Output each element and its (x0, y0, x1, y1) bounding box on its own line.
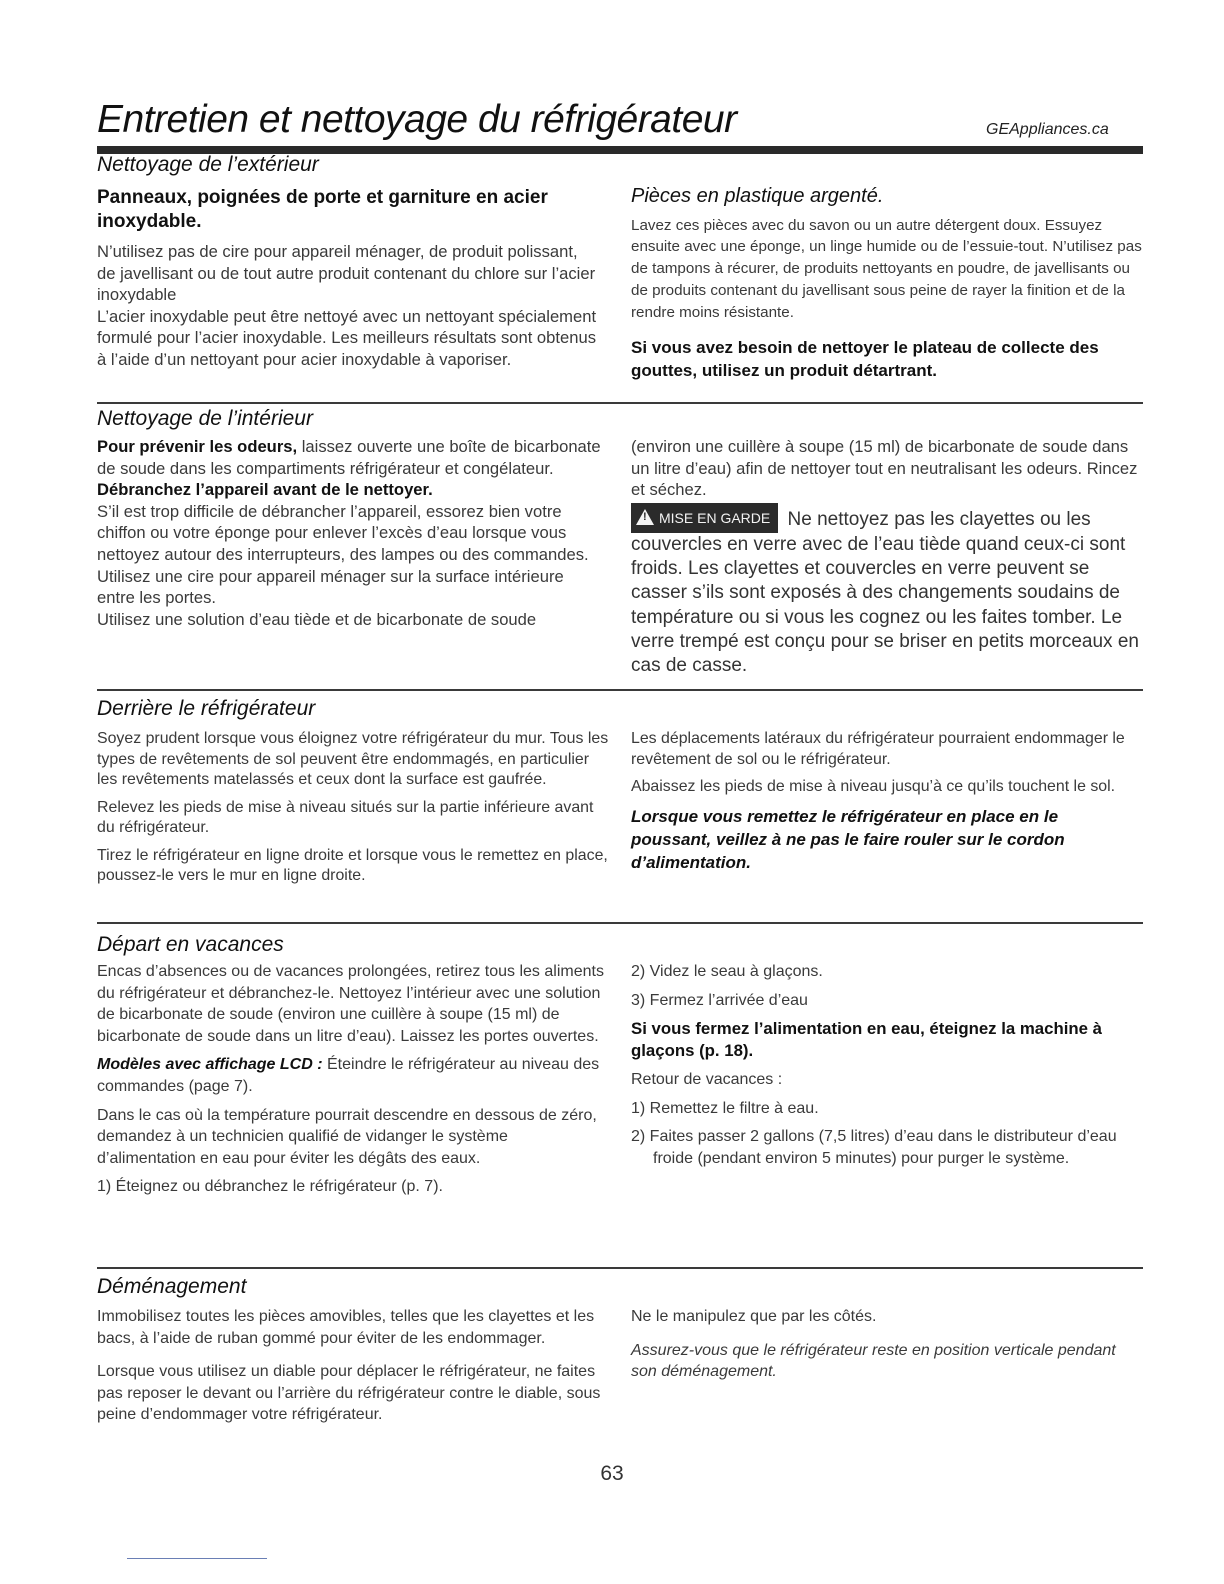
page-title: Entretien et nettoyage du réfrigérateur (97, 98, 737, 141)
vacation-step-3: 3) Fermez l’arrivée d’eau (631, 991, 808, 1009)
return-step-1: 1) Remettez le filtre à eau. (631, 1099, 819, 1117)
vacation-paragraph-1: Encas d’absences ou de vacances prolongées, retirez tous les aliments du réfrigérateur et débranchez-le. Nettoyez l’intérieur avec une solution de bicarbonate de soude (environ une cuillère à soupe (15 ml) de bicarbonate de soude dans un litre d’eau). Laissez les portes ouvertes. (97, 963, 604, 1045)
return-step-2: 2) Faites passer 2 gallons (7,5 litres) d’eau dans le distributeur d’eau froide (pendant environ 5 minutes) pour purger le système. (631, 1128, 1117, 1167)
vertical-position-note: Assurez-vous que le réfrigérateur reste en position verticale pendant son déménagement. (631, 1341, 1116, 1381)
odor-lead: Pour prévenir les odeurs, (97, 437, 298, 456)
exterior-right-column (631, 186, 1143, 389)
interior-right-paragraph: (environ une cuillère à soupe (15 ml) de bicarbonate de soude dans un litre d’eau) afin de nettoyer tout en neutralisant les odeurs. Rincez et séchez. (631, 437, 1138, 500)
vacation-step-1: 1) Éteignez ou débranchez le réfrigérateur (p. 7). (97, 1178, 443, 1196)
moving-paragraph-1: Immobilisez toutes les pièces amovibles, telles que les clayettes et les bacs, à l’aide de ruban gommé pour éviter de les endommager. (97, 1308, 595, 1347)
section-heading-behind: Derrière le réfrigérateur (97, 697, 316, 720)
vacation-step-2: 2) Videz le seau à glaçons. (631, 963, 823, 980)
interior-paragraph-2: S’il est trop difficile de débrancher l’appareil, essorez bien votre chiffon ou votre éponge pour enlever l’excès d’eau lorsque vous nettoyez autour des interrupteurs, des lampes ou des commandes. Utilisez une cire pour appareil ménager sur la surface intérieure entre les portes. (97, 501, 589, 608)
section-heading-moving: Déménagement (97, 1275, 247, 1298)
section-divider (97, 689, 1143, 691)
section-divider (97, 1267, 1143, 1269)
moving-left-column (97, 1306, 609, 1433)
drip-tray-note: Si vous avez besoin de nettoyer le plateau de collecte des gouttes, utilisez un produit détartrant. (631, 337, 1099, 380)
section-divider (97, 922, 1143, 924)
interior-paragraph-3: Utilisez une solution d’eau tiède et de bicarbonate de soude (97, 609, 537, 629)
plastic-paragraph: Lavez ces pièces avec du savon ou un autre détergent doux. Essuyez ensuite avec une éponge, un linge humide ou de l’essuie-tout. N’utilisez pas de tampons à récurer, de produits nettoyants en poudre, de javellisants ou de produits contenant du javellisant sous peine de rayer la finition et de la rendre moins résistante. (631, 216, 1142, 321)
warning-icon: ! (636, 509, 654, 525)
moving-right-paragraph: Ne le manipulez que par les côtés. (631, 1308, 877, 1325)
vacation-paragraph-3: Dans le cas où la température pourrait descendre en dessous de zéro, demandez à un technicien qualifié de vidanger le système d’alimentation en eau pour éviter les dégâts des eaux. (97, 1106, 597, 1167)
unplug-subheading: Débranchez l’appareil avant de le nettoyer. (97, 480, 433, 500)
moving-right-column (631, 1306, 1136, 1390)
lcd-text: Éteindre le réfrigérateur au niveau des commandes (page 7). (97, 1056, 600, 1095)
behind-left-column (97, 729, 609, 894)
moving-paragraph-2: Lorsque vous utilisez un diable pour déplacer le réfrigérateur, ne faites pas reposer le devant ou l’arrière du réfrigérateur contre le diable, sous peine d’endommager votre réfrigérateur. (97, 1363, 601, 1424)
behind-paragraph-3: Tirez le réfrigérateur en ligne droite et lorsque vous le remettez en place, poussez-le vers le mur en ligne droite. (97, 846, 608, 884)
vacation-left-column (97, 961, 609, 1205)
power-cord-note: Lorsque vous remettez le réfrigérateur en place en le poussant, veillez à ne pas le faire rouler sur le cordon d’alimentation. (631, 806, 1065, 872)
exterior-left-column (97, 186, 597, 378)
section-heading-vacation: Départ en vacances (97, 933, 284, 956)
page-number: 63 (600, 1462, 624, 1485)
section-divider (97, 402, 1143, 404)
behind-right-paragraph-2: Abaissez les pieds de mise à niveau jusqu’à ce qu’ils touchent le sol. (631, 778, 1116, 795)
interior-right-column (631, 436, 1143, 678)
section-heading-exterior: Nettoyage de l’extérieur (97, 153, 319, 176)
return-label: Retour de vacances : (631, 1071, 783, 1089)
plastic-subheading: Pièces en plastique argenté. (631, 185, 884, 207)
warning-text: Ne nettoyez pas les clayettes ou les couvercles en verre avec de l’eau tiède quand ceux-ci sont froids. Les clayettes et couvercles en verre peuvent se casser s’ils sont exposés à des changements soudains de température ou si vous les cognez ou les faites tomber. Le verre trempé est conçu pour se briser en petits morceaux en cas de casse. (631, 508, 1139, 676)
warning-label: MISE EN GARDE (659, 509, 771, 526)
exterior-paragraph-2: L’acier inoxydable peut être nettoyé avec un nettoyant spécialement formulé pour l’acier inoxydable. Les meilleurs résultats sont obtenus à l’aide d’un nettoyant pour acier inoxydable à vaporiser. (97, 306, 597, 369)
interior-left-column (97, 436, 602, 637)
vacation-right-column (631, 961, 1143, 1177)
warning-badge (631, 503, 778, 533)
behind-right-column (631, 729, 1136, 881)
exterior-paragraph-1: N’utilisez pas de cire pour appareil ménager, de produit polissant, de javellisant ou de tout autre produit contenant du chlore sur l’acier inoxydable (97, 242, 596, 305)
behind-paragraph-1: Soyez prudent lorsque vous éloignez votre réfrigérateur du mur. Tous les types de revêtements de sol peuvent être endommagés, en particulier les revêtements matelassés et ceux dont la surface est gaufrée. (97, 730, 609, 788)
exterior-subheading: Panneaux, poignées de porte et garniture en acier inoxydable. (97, 187, 548, 232)
behind-right-paragraph-1: Les déplacements latéraux du réfrigérateur pourraient endommager le revêtement de sol ou le réfrigérateur. (631, 730, 1125, 768)
ice-maker-note: Si vous fermez l’alimentation en eau, éteignez la machine à glaçons (p. 18). (631, 1019, 1102, 1061)
behind-paragraph-2: Relevez les pieds de mise à niveau situés sur la partie inférieure avant du réfrigérateur. (97, 798, 594, 836)
section-heading-interior: Nettoyage de l’intérieur (97, 407, 313, 430)
lcd-label: Modèles avec affichage LCD : (97, 1056, 323, 1074)
site-url: GEAppliances.ca (986, 121, 1109, 138)
footer-line (127, 1558, 267, 1559)
odor-text: laissez ouverte une boîte de bicarbonate de soude dans les compartiments réfrigérateur et congélateur. (97, 437, 601, 478)
